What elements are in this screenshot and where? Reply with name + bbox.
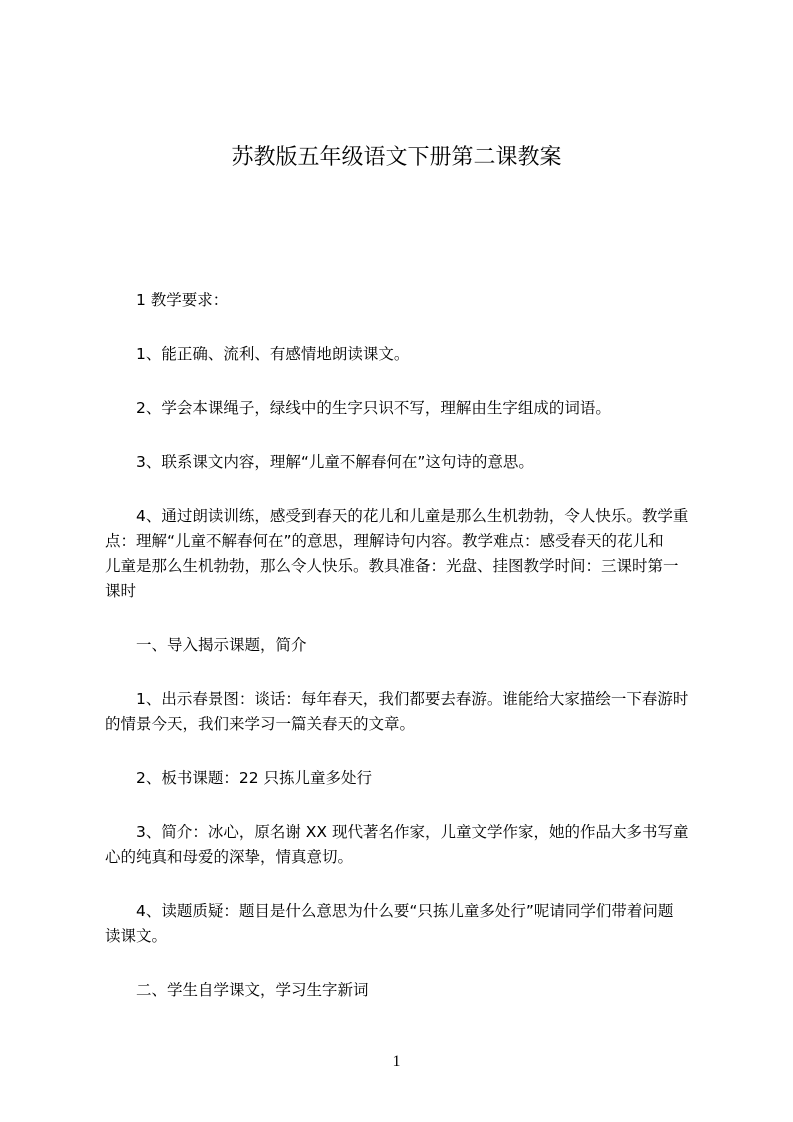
paragraph [105,288,715,313]
document-title: 苏教版五年级语文下册第二课教案 [231,145,562,170]
paragraph-line: 儿童是那么生机勃勃，那么令人快乐。教具准备：光盘、挂图教学时间：三课时第一 [105,557,679,575]
paragraph [105,899,715,949]
paragraph-line: 课时 [105,582,137,600]
paragraph-line: 2、学会本课绳子，绿线中的生字只识不写，理解由生字组成的词语。 [136,399,611,417]
paragraph [105,978,715,1003]
paragraph-line: 3、联系课文内容，理解“儿童不解春何在”这句诗的意思。 [136,453,534,471]
paragraph [105,766,715,791]
paragraph-line: 4、通过朗读训练，感受到春天的花儿和儿童是那么生机勃勃，令人快乐。教学重 [136,507,689,525]
paragraph [105,820,715,870]
paragraph-line: 一、导入揭示课题，简介 [136,636,307,654]
paragraph-line: 的情景今天，我们来学习一篇关春天的文章。 [105,715,416,733]
paragraph-line: 3、简介：冰心，原名谢 XX 现代著名作家，儿童文学作家，她的作品大多书写童 [136,823,689,841]
page-number: 1 [392,1053,401,1070]
paragraph [105,450,715,475]
paragraph [105,687,715,737]
paragraph [105,633,715,658]
paragraph-line: 4、读题质疑：题目是什么意思为什么要“只拣儿童多处行”呢请同学们带着问题 [136,902,674,920]
paragraph-line: 2、板书课题：22 只拣儿童多处行 [136,769,373,787]
paragraph [105,396,715,421]
paragraph [105,504,715,604]
paragraph-line: 心的纯真和母爱的深挚，情真意切。 [105,848,354,866]
paragraph-line: 1、出示春景图：谈话：每年春天，我们都要去春游。谁能给大家描绘一下春游时 [136,690,689,708]
paragraph-line: 1 教学要求： [136,291,229,309]
paragraph [105,342,715,367]
paragraph-line: 读课文。 [105,927,168,945]
paragraph-line: 1、能正确、流利、有感情地朗读课文。 [136,345,410,363]
document-body [105,288,715,1032]
paragraph-line: 二、学生自学课文，学习生字新词 [136,981,369,999]
paragraph-line: 点：理解“儿童不解春何在”的意思，理解诗句内容。教学难点：感受春天的花儿和 [105,532,664,550]
